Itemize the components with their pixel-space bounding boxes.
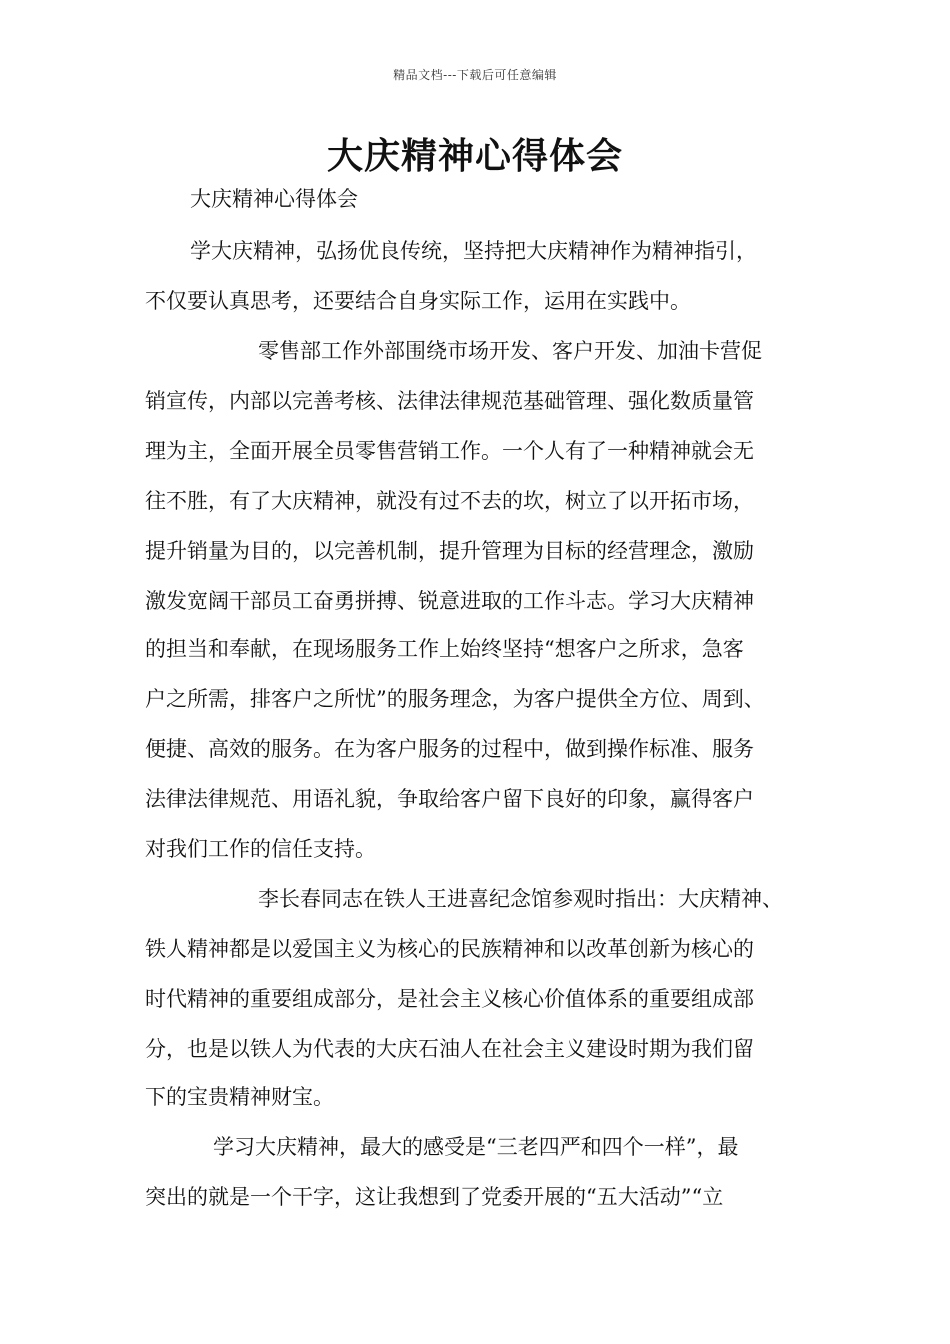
- text-line: 下的宝贵精神财宝。: [145, 1085, 334, 1109]
- text-line: 学大庆精神，弘扬优良传统，坚持把大庆精神作为精神指引，: [190, 239, 757, 263]
- text-line: 理为主，全面开展全员零售营销工作。一个人有了一种精神就会无: [145, 439, 754, 463]
- text-line: 激发宽阔干部员工奋勇拼搏、锐意进取的工作斗志。学习大庆精神: [145, 589, 754, 613]
- text-line: 法律法律规范、用语礼貌，争取给客户留下良好的印象，赢得客户: [145, 787, 754, 811]
- text-line: 铁人精神都是以爱国主义为核心的民族精神和以改革创新为核心的: [145, 937, 754, 961]
- text-line: 提升销量为目的，以完善机制，提升管理为目标的经营理念，激励: [145, 539, 754, 563]
- text-line: 学习大庆精神，最大的感受是“三老四严和四个一样”，最: [213, 1135, 739, 1159]
- page-header: 精品文档---下载后可任意编辑: [393, 68, 557, 82]
- text-line: 分，也是以铁人为代表的大庆石油人在社会主义建设时期为我们留: [145, 1037, 754, 1061]
- text-line: 的担当和奉献，在现场服务工作上始终坚持“想客户之所求，急客: [145, 637, 744, 661]
- text-line: 便捷、高效的服务。在为客户服务的过程中，做到操作标准、服务: [145, 737, 754, 761]
- text-line: 不仅要认真思考，还要结合自身实际工作，运用在实践中。: [145, 289, 691, 313]
- text-line: 往不胜，有了大庆精神，就没有过不去的坎，树立了以开拓市场，: [145, 489, 754, 513]
- document-title: 大庆精神心得体会: [326, 136, 623, 177]
- text-line: 时代精神的重要组成部分，是社会主义核心价值体系的重要组成部: [145, 987, 754, 1011]
- subtitle-line: 大庆精神心得体会: [190, 187, 358, 211]
- text-line: 对我们工作的信任支持。: [145, 837, 376, 861]
- text-line: 零售部工作外部围绕市场开发、客户开发、加油卡营促: [258, 339, 762, 363]
- text-line: 突出的就是一个干字，这让我想到了党委开展的“五大活动”“立: [145, 1185, 724, 1209]
- text-line: 户之所需，排客户之所忧”的服务理念，为客户提供全方位、周到、: [145, 687, 765, 711]
- text-line: 销宣传，内部以完善考核、法律法律规范基础管理、强化数质量管: [145, 389, 754, 413]
- text-line: 李长春同志在铁人王进喜纪念馆参观时指出：大庆精神、: [258, 887, 783, 911]
